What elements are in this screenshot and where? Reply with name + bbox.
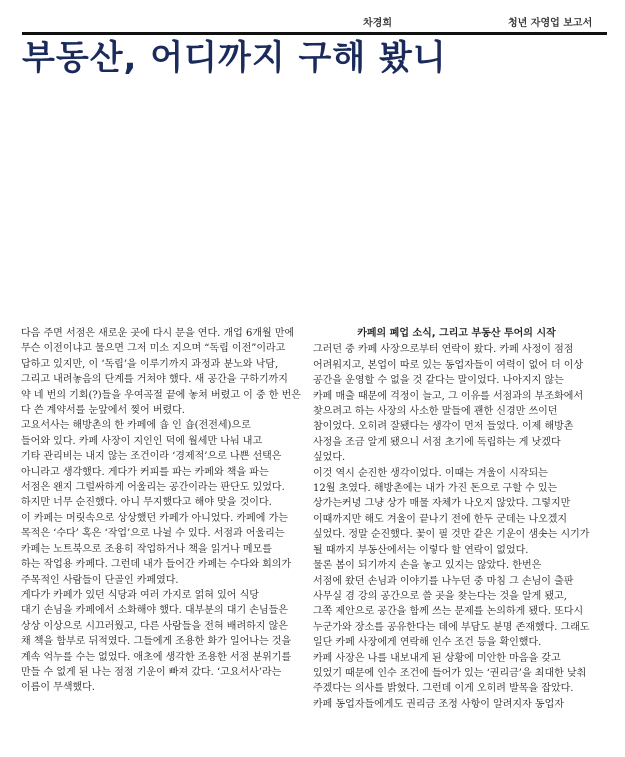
text-line: 다음 주면 서점은 새로운 곳에 다시 문을 연다. 개업 6개월 만에	[21, 328, 295, 339]
text-line: 찾으려고 하는 사장의 사소한 말들에 괜한 신경만 쓰이던	[313, 406, 558, 418]
text-line: 서점은 왠지 그럴싸하게 어울리는 공간이라는 판단도 있었다.	[21, 482, 285, 494]
right-column	[313, 326, 600, 712]
text-line: 카페는 노트북으로 조용히 작업하거나 책을 읽거나 메모를	[21, 543, 272, 555]
text-line: 그러던 중 카페 사장으로부터 연락이 왔다. 카페 사정이 점점	[313, 344, 574, 356]
text-line: 카페 동업자들에게도 권리금 조정 사항이 알려지자 동업자	[313, 698, 564, 710]
text-line: 하는 작업용 카페다. 그런데 내가 들어간 카페는 수다와 회의가	[21, 559, 292, 571]
text-line: 목적은 ‘수다’ 혹은 ‘작업’으로 나뉠 수 있다. 서점과 어울리는	[21, 528, 285, 540]
text-line: 들어와 있다. 카페 사장이 지인인 덕에 월세만 나눠 내고	[21, 435, 263, 447]
text-line: 그리고 내려놓음의 단계를 거쳐야 했다. 새 공간을 구하기까지	[21, 374, 288, 386]
header-divider	[22, 32, 607, 35]
text-line: 주목적인 사람들이 단골인 카페였다.	[21, 574, 179, 586]
text-line: 이때까지만 해도 겨울이 끝나기 전에 한두 군데는 나오겠지	[313, 513, 568, 525]
text-line: 사무실 겸 강의 공간으로 쓸 곳을 찾는다는 것을 알게 됐고,	[313, 590, 567, 602]
text-line: 계속 억누를 수는 없었다. 애초에 생각한 조용한 서점 분위기를	[21, 651, 292, 663]
text-line: 물론 봄이 되기까지 손을 놓고 있지는 않았다. 한번은	[313, 560, 542, 572]
text-line: 고요서사는 해방촌의 한 카페에 숍 인 숍(전전세)으로	[21, 420, 251, 432]
text-line: 서점에 왔던 손님과 이야기를 나누던 중 마침 그 손님이 출판	[313, 575, 574, 587]
text-line: 어려워지고, 본업이 따로 있는 동업자들이 여력이 없어 더 이상	[313, 359, 584, 371]
text-line: 답하고 있지만, 이 ‘독립’을 이루기까지 과정과 분노와 낙담,	[21, 358, 279, 370]
text-line: 그쪽 제안으로 공간을 함께 쓰는 문제를 논의하게 됐다. 또다시	[313, 606, 584, 618]
right-column-text	[313, 342, 600, 712]
text-line: 싶었다. 정말 순진했다. 꽃이 필 것만 같은 기운이 샘솟는 시기가	[313, 529, 590, 541]
text-line: 약 네 번의 기회(?)들을 우여곡절 끝에 놓쳐 버렸고 이 중 한 번은	[21, 389, 301, 401]
text-line: 공간을 운영할 수 없을 것 같다는 말이었다. 나아지지 않는	[313, 375, 564, 387]
text-line: 카페 사장은 나를 내보내게 된 상황에 미안한 마음을 갖고	[313, 652, 561, 664]
text-line: 주겠다는 의사를 밝혔다. 그런데 이게 오히려 발목을 잡았다.	[313, 683, 574, 695]
text-line: 다 쓴 계약서를 눈앞에서 찢어 버렸다.	[21, 405, 185, 417]
text-line: 대기 손님을 카페에서 소화해야 했다. 대부분의 대기 손님들은	[21, 605, 288, 617]
section-subhead: 카페의 폐업 소식, 그리고 부동산 투어의 시작	[357, 328, 556, 339]
text-line: 카페 매출 때문에 걱정이 늘고, 그 이유를 서점과의 부조화에서	[313, 390, 584, 402]
text-line: 될 때까지 부동산에서는 이렇다 할 연락이 없었다.	[313, 544, 529, 556]
author-name: 차경희	[363, 18, 392, 29]
article-title: 부동산, 어디까지 구해 봤니	[22, 38, 447, 78]
text-line: 사정을 조금 알게 됐으니 서점 초기에 독립하는 게 낫겠다	[313, 436, 561, 448]
text-line: 이 카페는 머릿속으로 상상했던 카페가 아니었다. 카페에 가는	[21, 512, 288, 524]
left-column	[21, 326, 303, 696]
text-line: 이것 역시 순진한 생각이었다. 이때는 겨울이 시작되는	[313, 467, 548, 479]
text-line: 기타 관리비는 내지 않는 조건이라 ‘경제적’으로 나쁜 선택은	[21, 451, 282, 463]
text-line: 상가는커녕 그냥 상가 매물 자체가 나오지 않았다. 그렇지만	[313, 498, 571, 510]
text-line: 채 책을 함부로 뒤적였다. 그들에게 조용한 화가 일어나는 것을	[21, 636, 292, 648]
text-line: 싶었다.	[313, 452, 346, 464]
text-line: 12월 초였다. 해방촌에는 내가 가진 돈으로 구할 수 있는	[313, 483, 558, 495]
text-line: 있었기 때문에 인수 조건에 들어가 있는 ‘권리금’을 최대한 낮춰	[313, 667, 587, 679]
left-column-text	[21, 326, 303, 696]
text-line: 무슨 이전이냐고 물으면 그저 미소 지으며 “독립 이전”이라고	[21, 343, 286, 355]
text-line: 누군가와 장소를 공유한다는 데에 부담도 분명 존재했다. 그래도	[313, 621, 590, 633]
text-line: 이름이 무색했다.	[21, 682, 95, 694]
text-line: 아니라고 생각했다. 게다가 커피를 파는 카페와 책을 파는	[21, 466, 269, 478]
text-line: 게다가 카페가 있던 식당과 여러 가지로 얽혀 있어 식당	[21, 589, 259, 601]
text-line: 하지만 너무 순진했다. 아니 무지했다고 해야 맞을 것이다.	[21, 497, 272, 509]
text-line: 만들 수 없게 된 나는 점점 기운이 빠져 갔다. ‘고요서사’라는	[21, 666, 282, 678]
section-label: 청년 자영업 보고서	[508, 18, 593, 29]
text-line: 참이었다. 오히려 잘됐다는 생각이 먼저 들었다. 이제 해방촌	[313, 421, 574, 433]
text-line: 상상 이상으로 시끄러웠고, 다른 사람들을 전혀 배려하지 않은	[21, 620, 288, 632]
text-line: 일단 카페 사장에게 연락해 인수 조건 등을 확인했다.	[313, 637, 542, 649]
header-bar	[0, 14, 625, 30]
